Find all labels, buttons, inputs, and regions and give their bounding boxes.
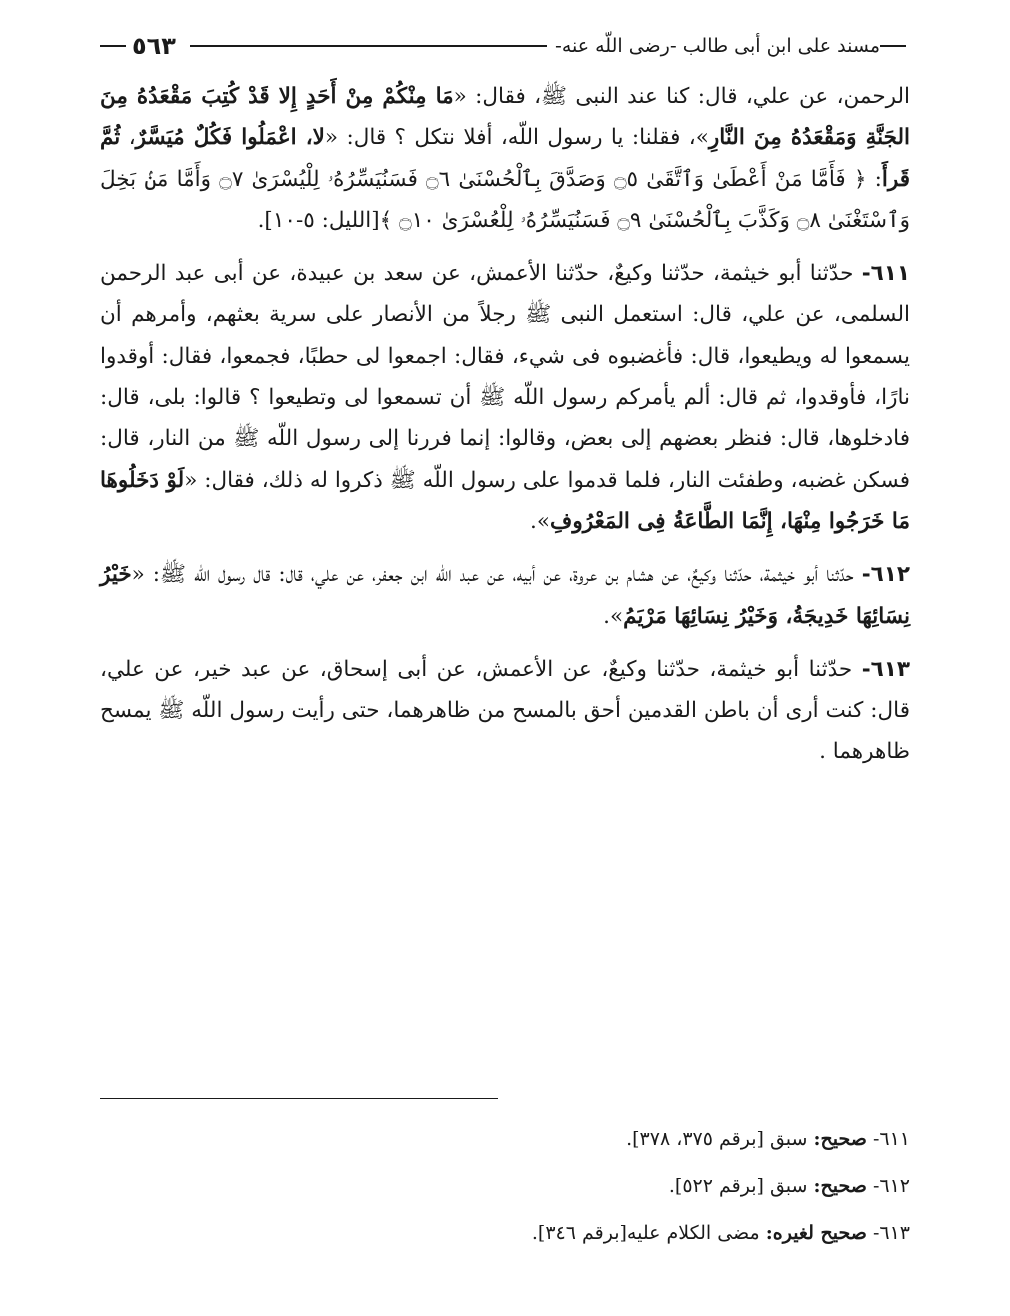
hadith-number: ٦١٣-: [861, 656, 910, 682]
footnote-number: ٦١٢-: [872, 1175, 910, 1197]
hadith-number: ٦١٢-: [861, 562, 910, 588]
text-run: ».: [530, 508, 551, 534]
hadith-number: ٦١١-: [861, 261, 910, 287]
verse-reference: [الليل: ٥-١٠].: [257, 207, 380, 233]
footnote-grade: صحيح لغيره:: [765, 1222, 867, 1244]
footnotes: [100, 1116, 910, 1257]
footnote-separator: [100, 1098, 498, 1099]
footnote-number: ٦١١-: [872, 1128, 910, 1150]
text-run: حدّثنا أبو خيثمة، حدّثنا وكيعٌ، عن هشام بن عروة، عن أبيه، عن عبد اللّه ابن جعفر، عن علي، قال: قال رسول اللّه ﷺ: «: [131, 562, 862, 588]
header-dash-left: [100, 45, 126, 47]
prophetic-quote: خَيْرُ نِسَائِهَا خَدِيجَةُ، وَخَيْرُ نِسَائِهَا مَرْيَمُ: [100, 562, 910, 629]
footnote-grade: صحيح:: [813, 1175, 867, 1197]
footnote-613: [100, 1210, 910, 1257]
header-rule: [190, 45, 547, 47]
text-run: الرحمن، عن علي، قال: كنا عند النبى ﷺ، فقال: «: [453, 84, 910, 109]
main-text: [100, 76, 910, 773]
footnote-611: [100, 1116, 910, 1163]
prophetic-quote: ثُمَّ قَرأَ: [100, 125, 911, 192]
page-number: ٥٦٣: [132, 32, 176, 60]
text-run: حدّثنا أبو خيثمة، حدّثنا وكيعٌ، عن الأعمش، عن أبى إسحاق، عن عبد خير، عن علي، قال: كنت أرى أن باطن القدمين أحق بالمسح من ظاهرهما، حتى رأيت رسول اللّه ﷺ يمسح ظاهرهما .: [100, 656, 910, 765]
text-run: ،: [120, 125, 136, 151]
footnote-text: سبق [برقم ٥٢٢].: [668, 1175, 814, 1197]
header-dash-right: [880, 45, 906, 47]
text-run: ».: [603, 603, 624, 629]
text-run: حدّثنا أبو خيثمة، حدّثنا وكيعٌ، حدّثنا الأعمش، عن سعد بن عبيدة، عن أبى عبد الرحمن السلمى، عن علي، قال: استعمل النبى ﷺ رجلاً من الأنصار على سرية بعثهم، وأمرهم أن يسمعوا له ويطيعوا، قال: فأغضبوه فى شيء، فقال: اجمعوا لى حطبًا، فجمعوا، فقال: أوقدوا نارًا، فأوقدوا، ثم قال: ألم يأمركم رسول اللّه ﷺ أن تسمعوا لى وتطيعوا ؟ قالوا: بلى، قال: فادخلوها، قال: فنظر بعضهم إلى بعض، وقالوا: إنما فررنا إلى رسول اللّه ﷺ من النار، قال: فسكن غضبه، وطفئت النار، فلما قدموا على رسول اللّه ﷺ ذكروا له ذلك، فقال: «: [100, 261, 910, 493]
hadith-paragraph-613: [100, 649, 910, 773]
running-header: [100, 26, 910, 66]
hadith-paragraph-612: [100, 554, 910, 637]
prophetic-quote: لا، اعْمَلُوا فَكُلٌ مُيَسَّرٌ: [135, 125, 325, 151]
footnote-text: سبق [برقم ٣٧٥، ٣٧٨].: [626, 1128, 814, 1150]
footnote-text: مضى الكلام عليه[برقم ٣٤٦].: [531, 1222, 766, 1244]
footnote-grade: صحيح:: [813, 1128, 867, 1150]
hadith-paragraph-continued: [100, 76, 910, 241]
prophetic-quote: لَوْ دَخَلُوهَا مَا خَرَجُوا مِنْهَا، إِنَّمَا الطَّاعَةُ فِى المَعْرُوفِ: [100, 467, 910, 534]
book-page: [100, 26, 910, 1296]
text-run: :: [866, 166, 882, 192]
text-run: »، فقلنا: يا رسول اللّه، أفلا نتكل ؟ قال: «: [324, 125, 709, 151]
quran-verse: ﴿ فَأَمَّا مَنْ أَعْطَىٰ وَٱتَّقَىٰ ۝٥ وَصَدَّقَ بِٱلْحُسْنَىٰ ۝٦ فَسَنُيَسِّرُهُۥ لِلْيُسْرَىٰ ۝٧ وَأَمَّا مَنۢ بَخِلَ وَٱسْتَغْنَىٰ ۝٨ وَكَذَّبَ بِٱلْحُسْنَىٰ ۝٩ فَسَنُيَسِّرُهُۥ لِلْعُسْرَىٰ ۝١٠ ﴾: [100, 166, 910, 233]
footnote-612: [100, 1163, 910, 1210]
prophetic-quote: مَا مِنْكُمْ مِنْ أَحَدٍ إِلا قَدْ كُتِبَ مَقْعَدُهُ مِنَ الجَنَّةِ وَمَقْعَدُهُ مِنَ النَّارِ: [100, 84, 910, 151]
footnote-number: ٦١٣-: [872, 1222, 910, 1244]
header-title: مسند على ابن أبى طالب -رضى اللّه عنه-: [554, 35, 880, 57]
hadith-paragraph-611: [100, 253, 910, 542]
